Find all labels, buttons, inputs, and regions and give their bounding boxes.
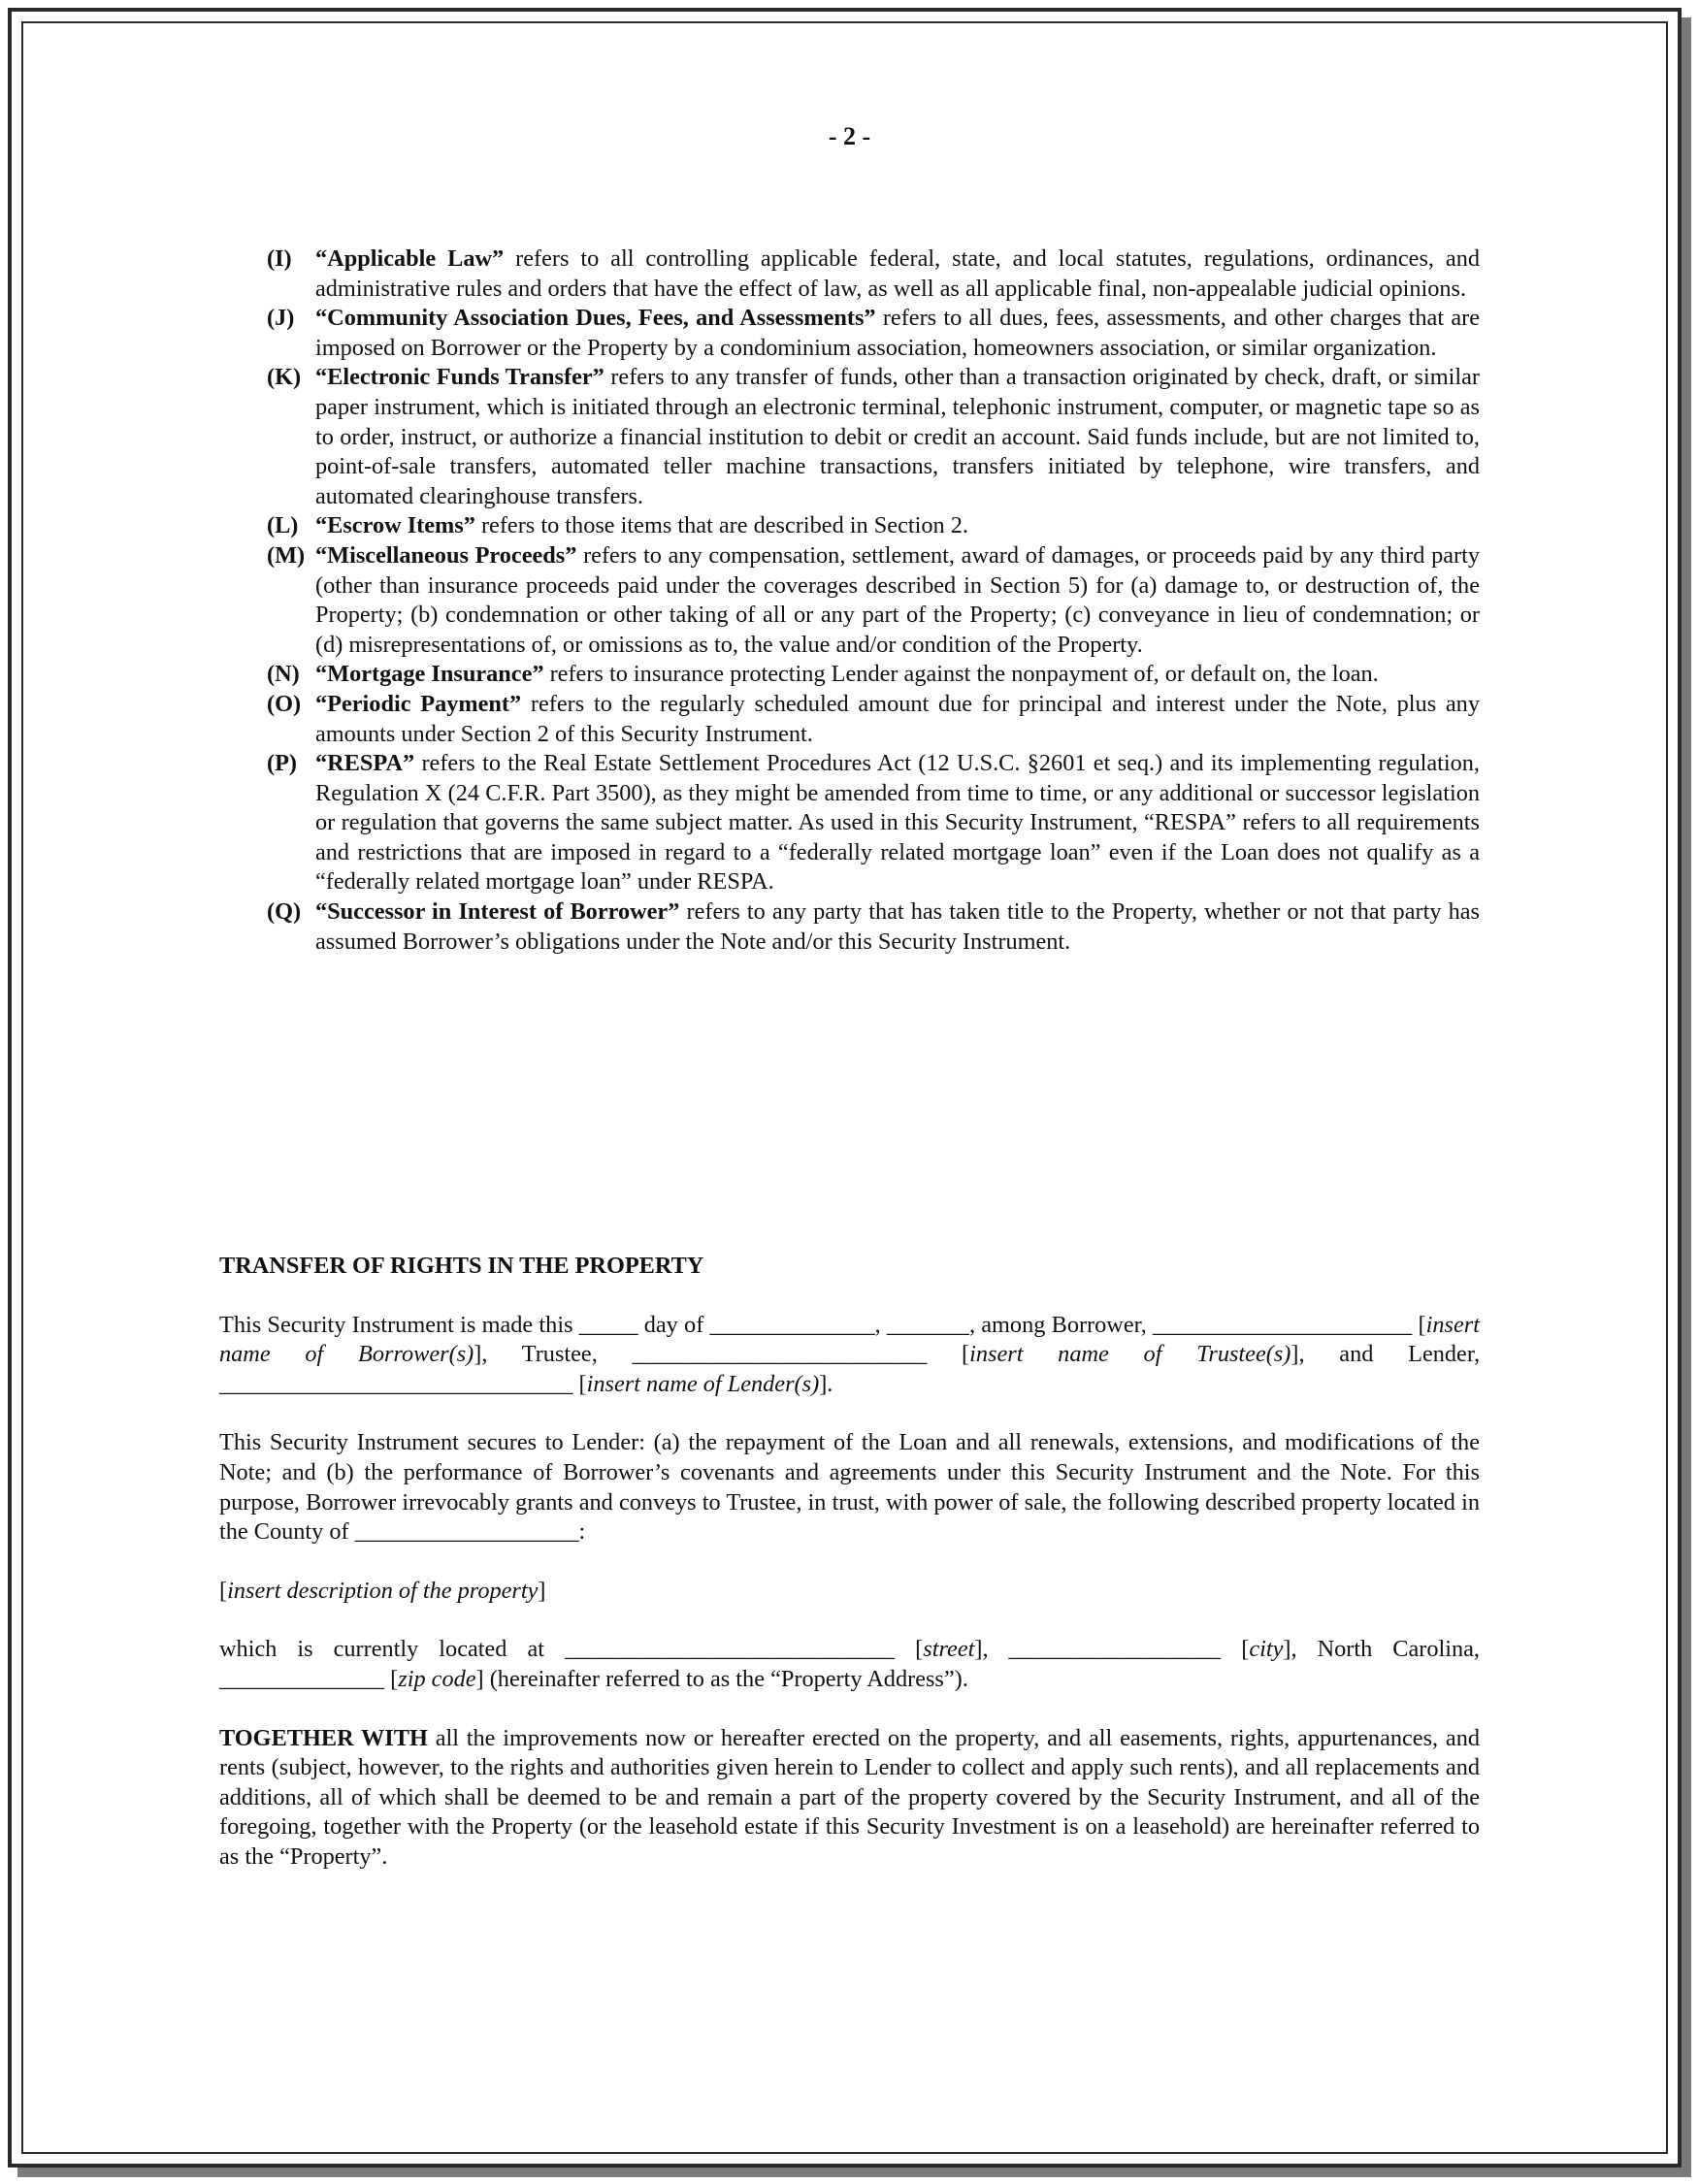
- made-text-4: ].: [819, 1370, 833, 1397]
- definition-term: “Escrow Items”: [315, 512, 475, 539]
- loc-text-2: ], __________________ [: [974, 1636, 1250, 1663]
- definition-body: [315, 541, 1480, 660]
- definition-letter: (J): [267, 305, 295, 332]
- description-placeholder: insert description of the property: [227, 1577, 539, 1604]
- definition-term: “Miscellaneous Proceeds”: [315, 541, 577, 569]
- together-lead: TOGETHER WITH: [219, 1724, 428, 1751]
- definition-item: [267, 660, 1480, 690]
- city-placeholder: city: [1249, 1636, 1284, 1663]
- made-paragraph: [219, 1311, 1480, 1400]
- lender-placeholder: insert name of Lender(s): [586, 1370, 820, 1397]
- definition-item: [267, 511, 1480, 541]
- made-text-1: This Security Instrument is made this _____ day of ______________, _______, among Borrower, ______________________ [: [219, 1311, 1426, 1338]
- definition-letter: (N): [267, 661, 300, 688]
- together-text: all the improvements now or hereafter erected on the property, and all easements, rights, appurtenances, and rents (subject, however, to the rights and authorities given herein to Lender to collect and apply such rents), and all replacements and additions, all of which shall be deemed to be and remain a part of the property covered by the Security Instrument, and all of the foregoing, together with the Property (or the leasehold estate if this Security Investment is on a leasehold) are hereinafter referred to as the “Property”.: [219, 1724, 1480, 1870]
- transfer-section: [219, 1252, 1480, 1902]
- definition-body: [315, 511, 1480, 541]
- definition-text: refers to any party that has taken title to the Property, whether or not that party has assumed Borrower’s obligations under the Note and/or this Security Instrument.: [315, 898, 1480, 955]
- definition-body: [315, 244, 1480, 304]
- loc-text-3: ], North Carolina, ______________ [: [219, 1636, 1480, 1692]
- made-text-3: ], and Lender, ______________________________ [: [219, 1341, 1481, 1397]
- zip-placeholder: zip code: [398, 1665, 476, 1692]
- made-text-2: ], Trustee, _________________________ [: [474, 1341, 970, 1368]
- definition-item: [267, 690, 1480, 749]
- definition-letter: (L): [267, 512, 299, 539]
- definition-text: refers to any transfer of funds, other than a transaction originated by check, draft, or similar paper instrument, which is initiated through an electronic terminal, telephonic instrument, computer, or magnetic tape so as to order, instruct, or authorize a financial institution to debit or credit an account. Said funds include, but are not limited to, point-of-sale transfers, automated teller machine transactions, transfers initiated by telephone, wire transfers, and automated clearinghouse transfers.: [315, 364, 1480, 509]
- definition-term: “Mortgage Insurance”: [315, 661, 544, 688]
- desc-open-bracket: [: [219, 1577, 228, 1604]
- definition-item: [267, 897, 1480, 957]
- definition-letter: (K): [267, 364, 302, 391]
- definition-item: [267, 363, 1480, 511]
- definition-body: [315, 363, 1480, 511]
- together-paragraph: [219, 1724, 1480, 1873]
- definition-body: [315, 304, 1480, 363]
- definition-letter: (O): [267, 690, 302, 717]
- definition-text: refers to those items that are described in Section 2.: [474, 512, 968, 539]
- description-paragraph: [219, 1577, 1480, 1607]
- definition-letter: (Q): [267, 898, 302, 926]
- definition-letter: (P): [267, 750, 298, 777]
- secures-paragraph: This Security Instrument secures to Lender: (a) the repayment of the Loan and all renewals, extensions, and modifications of the Note; and (b) the performance of Borrower’s covenants and agreements under this Security Instrument and the Note. For this purpose, Borrower irrevocably grants and conveys to Trustee, in trust, with power of sale, the following described property located in the County of ___________________:: [219, 1429, 1480, 1546]
- definition-text: refers to any compensation, settlement, award of damages, or proceeds paid by any third party (other than insurance proceeds paid under the coverages described in Section 5) for (a) damage to, or destruction of, the Property; (b) condemnation or other taking of all or any part of the Property; (c) conveyance in lieu of condemnation; or (d) misrepresentations of, or omissions as to, the value and/or condition of the Property.: [315, 541, 1481, 658]
- definition-term: “Electronic Funds Transfer”: [315, 364, 604, 391]
- definition-term: “RESPA”: [315, 750, 415, 777]
- definition-body: [315, 660, 1480, 690]
- loc-text-4: ] (hereinafter referred to as the “Property Address”).: [475, 1665, 968, 1692]
- definition-letter: (I): [267, 245, 292, 272]
- definition-text: refers to all controlling applicable federal, state, and local statutes, regulations, ordinances, and administrative rules and orders that have the effect of law, as well as all applicable final, non-appealable judicial opinions.: [315, 245, 1480, 302]
- definition-item: [267, 541, 1480, 660]
- definition-term: “Applicable Law”: [315, 245, 505, 272]
- definitions-list: [267, 244, 1480, 957]
- section-heading: TRANSFER OF RIGHTS IN THE PROPERTY: [219, 1253, 704, 1279]
- definition-item: [267, 244, 1480, 304]
- desc-close-bracket: ]: [538, 1577, 546, 1604]
- definition-text: refers to the Real Estate Settlement Procedures Act (12 U.S.C. §2601 et seq.) and its implementing regulation, Regulation X (24 C.F.R. Part 3500), as they might be amended from time to time, or any additional or successor legislation or regulation that governs the same subject matter. As used in this Security Instrument, “RESPA” refers to all requirements and restrictions that are imposed in regard to a “federally related mortgage loan” even if the Loan does not qualify as a “federally related mortgage loan” under RESPA.: [315, 750, 1480, 896]
- street-placeholder: street: [923, 1636, 975, 1663]
- definition-text: refers to all dues, fees, assessments, and other charges that are imposed on Borrower or the Property by a condominium association, homeowners association, or similar organization.: [315, 305, 1480, 361]
- location-paragraph: [219, 1635, 1480, 1694]
- definition-term: “Periodic Payment”: [315, 690, 522, 717]
- definition-term: “Community Association Dues, Fees, and Assessments”: [315, 305, 876, 332]
- definition-letter: (M): [267, 541, 306, 569]
- definition-term: “Successor in Interest of Borrower”: [315, 898, 680, 926]
- definition-text: refers to insurance protecting Lender against the nonpayment of, or default on, the loan.: [543, 661, 1379, 688]
- borrower-placeholder: insert name of Borrower(s): [219, 1311, 1480, 1368]
- loc-text-1: which is currently located at ____________________________ [: [219, 1636, 924, 1663]
- definition-body: [315, 897, 1480, 957]
- definition-item: [267, 749, 1480, 897]
- page-number: - 2 -: [828, 122, 871, 150]
- trustee-placeholder: insert name of Trustee(s): [969, 1341, 1291, 1368]
- definition-item: [267, 304, 1480, 363]
- definition-body: [315, 690, 1480, 749]
- definition-text: refers to the regularly scheduled amount due for principal and interest under the Note, plus any amounts under Section 2 of this Security Instrument.: [315, 690, 1480, 747]
- definition-body: [315, 749, 1480, 897]
